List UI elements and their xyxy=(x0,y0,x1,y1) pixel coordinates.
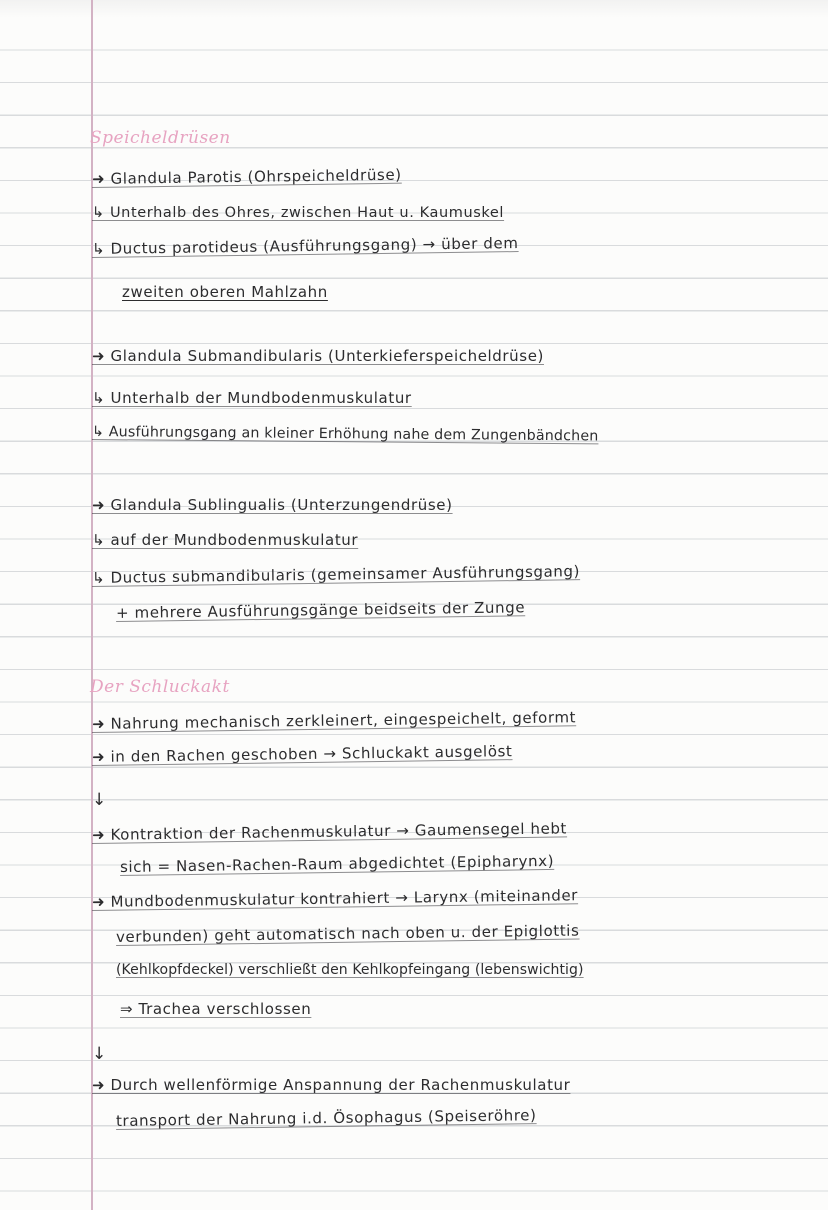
note-line: ➜ Durch wellenförmige Anspannung der Rachenmuskulatur xyxy=(92,1076,571,1094)
note-line: (Kehlkopfdeckel) verschließt den Kehlkopfeingang (lebenswichtig) xyxy=(116,962,584,978)
note-line: ↳ Ausführungsgang an kleiner Erhöhung nahe dem Zungenbändchen xyxy=(91,424,599,445)
note-line: ➜ Nahrung mechanisch zerkleinert, eingespeichelt, geformt xyxy=(91,708,577,733)
heading-speicheldruesen: Speicheldrüsen xyxy=(90,128,231,148)
note-line: ⇒ Trachea verschlossen xyxy=(120,1000,312,1018)
heading-schluckakt: Der Schluckakt xyxy=(90,677,230,697)
note-line: ➜ in den Rachen geschoben → Schluckakt ausgelöst xyxy=(91,742,513,766)
note-line: ↳ Ductus submandibularis (gemeinsamer Ausführungsgang) xyxy=(91,562,581,587)
note-line: ↳ Ductus parotideus (Ausführungsgang) → über dem xyxy=(91,234,519,258)
note-line: zweiten oberen Mahlzahn xyxy=(122,283,328,301)
note-line: ↳ Unterhalb des Ohres, zwischen Haut u. Kaumuskel xyxy=(92,205,505,221)
page-top-edge xyxy=(0,0,828,18)
note-line: ➜ Glandula Parotis (Ohrspeicheldrüse) xyxy=(91,165,402,188)
note-line: ➜ Glandula Sublingualis (Unterzungendrüse) xyxy=(92,496,453,514)
note-line: verbunden) geht automatisch nach oben u. der Epiglottis xyxy=(115,921,580,946)
note-line: ↳ Unterhalb der Mundbodenmuskulatur xyxy=(92,389,412,407)
down-arrow: ↓ xyxy=(92,790,107,810)
note-line: ➜ Kontraktion der Rachenmuskulatur → Gaumensegel hebt xyxy=(91,819,568,844)
note-line: ➜ Mundbodenmuskulatur kontrahiert → Larynx (miteinander xyxy=(91,886,579,911)
note-line: transport der Nahrung i.d. Ösophagus (Speiseröhre) xyxy=(115,1106,537,1130)
down-arrow: ↓ xyxy=(92,1044,107,1064)
note-line: ➜ Glandula Submandibularis (Unterkieferspeicheldrüse) xyxy=(92,347,544,365)
note-line: + mehrere Ausführungsgänge beidseits der Zunge xyxy=(115,598,526,622)
note-line: sich = Nasen-Rachen-Raum abgedichtet (Epipharynx) xyxy=(119,851,555,876)
note-line: ↳ auf der Mundbodenmuskulatur xyxy=(92,531,359,549)
